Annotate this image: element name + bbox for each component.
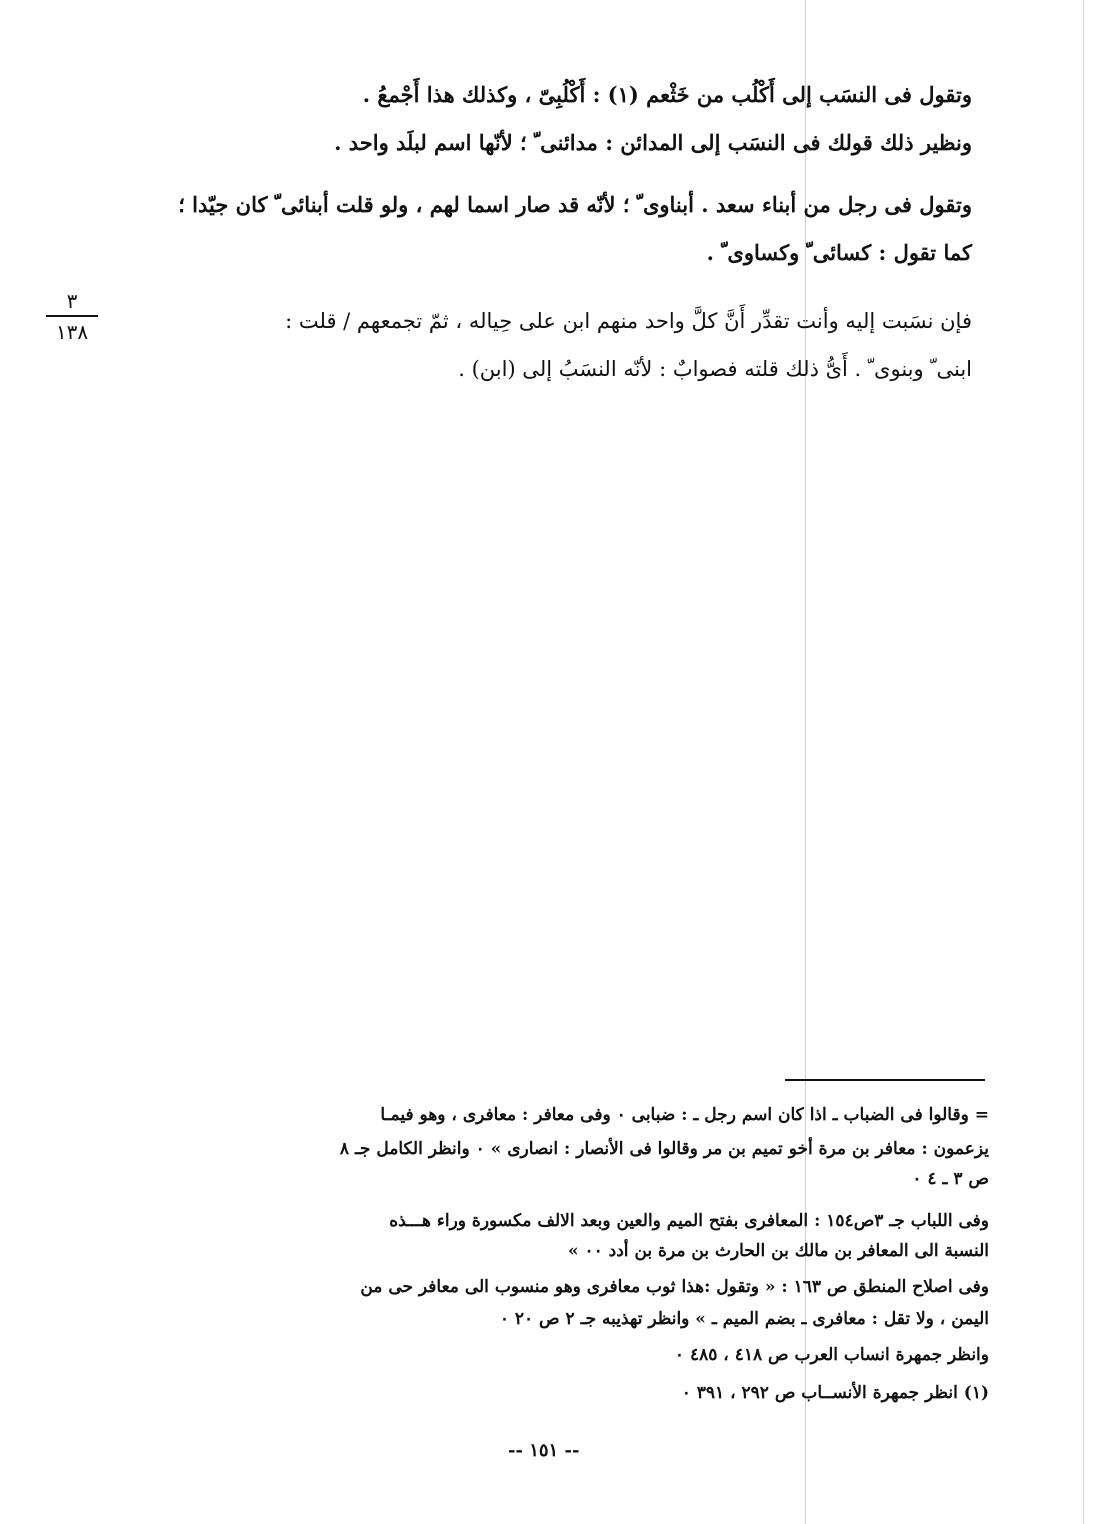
body-line-6: ابنى ّ وبنوى ّ . أَىُّ ذلك قلته فصوابٌ : لأنّه النسَبُ إلى (ابن) . [458, 357, 972, 381]
body-line-3: وتقول فى رجل من أبناء سعد . أبناوى ّ ؛ لأنّه قد صار اسما لهم ، ولو قلت أبنائى ّ كان جيّدا ؛ [178, 192, 972, 217]
margin-page: ١٣٨ [55, 320, 89, 344]
footnote-line-2: يزعمون : معافر بن مرة أخو تميم بن مر وقالوا فى الأنصار : انصارى » ٠ وانظر الكامل جـ ٨ [339, 1139, 989, 1159]
body-line-1: وتقول فى النسَب إلى أَكْلُب من خَثْعم (١) : أَكْلُبِىّ ، وكذلك هذا أَجْمعُ . [362, 82, 972, 107]
body-line-5: فإن نسَبت إليه وأنت تقدِّر أَنَّ كلَّ واحد منهم ابن على حِياله ، ثمّ تجمعهم / قلت : [285, 309, 972, 333]
margin-volume: ٣ [66, 289, 78, 313]
body-line-4: كما تقول : كسائى ّ وكساوى ّ . [706, 240, 972, 265]
body-line-2: ونظير ذلك قولك فى النسَب إلى المدائن : مدائنى ّ ؛ لأنّها اسم لبلَد واحد . [334, 130, 972, 155]
footnote-line-5: النسبة الى المعافر بن مالك بن الحارث بن مرة بن أدد ٠٠ » [567, 1241, 989, 1261]
margin-reference [46, 290, 98, 343]
footnote-separator [785, 1079, 985, 1081]
scan-artifact-line [1083, 0, 1084, 1524]
footnote-line-4: وفى اللباب جـ ٣ص١٥٤ : المعافرى بفتح الميم والعين وبعد الالف مكسورة وراء هـــذه [389, 1211, 989, 1231]
margin-divider [46, 315, 98, 317]
footnote-line-3: ص ٣ ـ ٤ ٠ [912, 1169, 989, 1189]
footnote-line-1: = وقالوا فى الضباب ـ اذا كان اسم رجل ـ : ضبابى ٠ وفى معافر : معافرى ، وهو فيمـا [380, 1105, 989, 1125]
footnote-line-8: وانظر جمهرة انساب العرب ص ٤١٨ ، ٤٨٥ ٠ [674, 1345, 989, 1365]
page-number: -- ١٥١ -- [508, 1440, 580, 1461]
footnote-line-7: اليمن ، ولا تقل : معافرى ـ بضم الميم ـ » وانظر تهذيبه جـ ٢ ص ٢٠ ٠ [499, 1309, 989, 1329]
footnote-line-9: (١) انظر جمهرة الأنســاب ص ٢٩٢ ، ٣٩١ ٠ [681, 1383, 989, 1403]
footnote-line-6: وفى اصلاح المنطق ص ١٦٣ : « وتقول :هذا ثوب معافرى وهو منسوب الى معافر حى من [360, 1277, 989, 1297]
